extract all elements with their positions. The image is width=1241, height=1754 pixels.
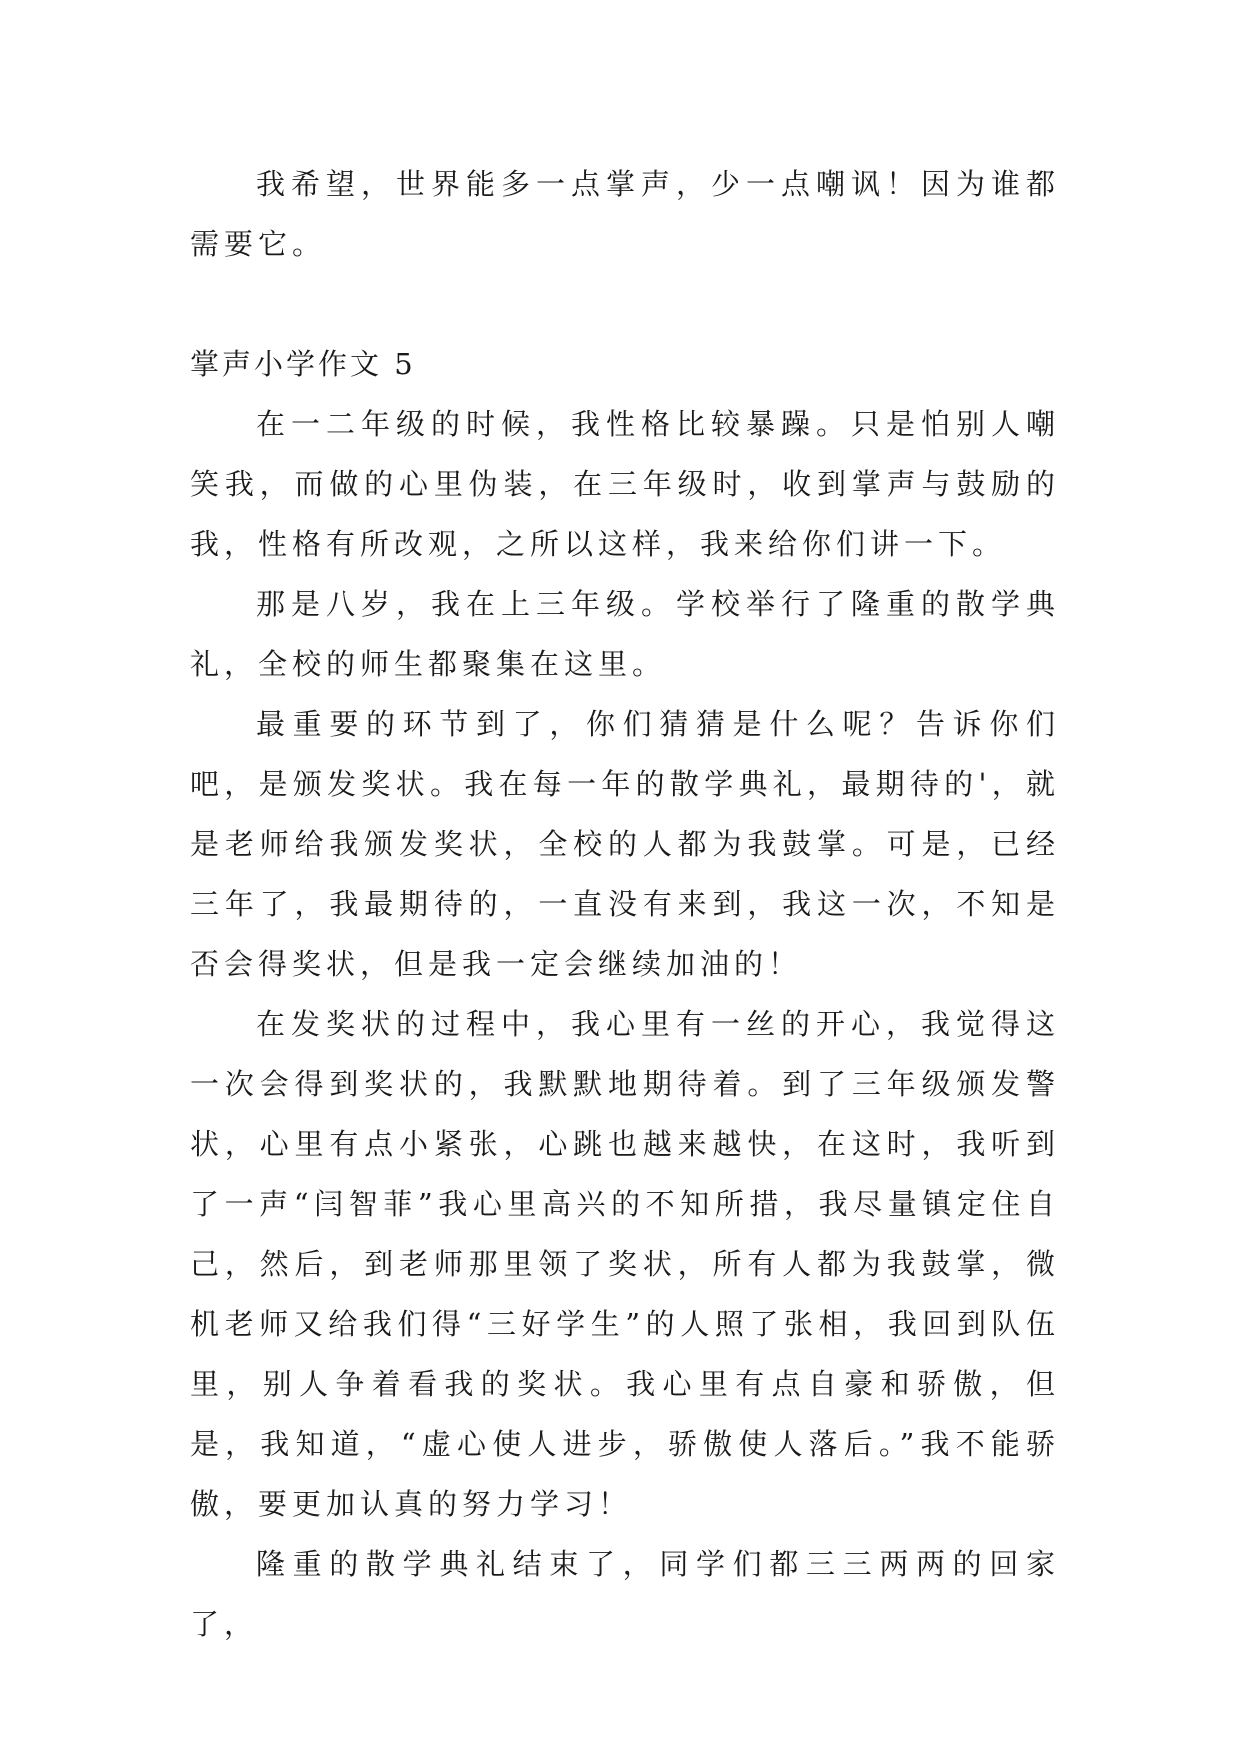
paragraph-setting: 那是八岁，我在上三年级。学校举行了隆重的散学典礼，全校的师生都聚集在这里。	[190, 587, 1060, 681]
paragraph-intro: 在一二年级的时候，我性格比较暴躁。只是怕别人嘲笑我，而做的心里伪装，在三年级时，收到掌声与鼓励的我，性格有所改观，之所以这样，我来给你们讲一下。	[190, 407, 1060, 561]
paragraph-award: 在发奖状的过程中，我心里有一丝的开心，我觉得这一次会得到奖状的，我默默地期待着。到了三年级颁发警状，心里有点小紧张，心跳也越来越快，在这时，我听到了一声“闫智菲”我心里高兴的不知所措，我尽量镇定住自己，然后，到老师那里领了奖状，所有人都为我鼓掌，微机老师又给我们得“三好学生”的人照了张相，我回到队伍里，别人争着看我的奖状。我心里有点自豪和骄傲，但是，我知道，“虚心使人进步，骄傲使人落后。”我不能骄傲，要更加认真的努力学习！	[190, 1007, 1060, 1521]
essay-heading: 掌声小学作文 5	[190, 347, 416, 381]
paragraph-closing-wish: 我希望，世界能多一点掌声，少一点嘲讽！因为谁都需要它。	[190, 167, 1060, 261]
paragraph-expectation: 最重要的环节到了，你们猜猜是什么呢？告诉你们吧，是颁发奖状。我在每一年的散学典礼，最期待的'，就是老师给我颁发奖状，全校的人都为我鼓掌。可是，已经三年了，我最期待的，一直没有来到，我这一次，不知是否会得奖状，但是我一定会继续加油的！	[190, 707, 1060, 981]
paragraph-ending: 隆重的散学典礼结束了，同学们都三三两两的回家了，	[190, 1547, 1060, 1641]
document-body	[190, 154, 1060, 1654]
